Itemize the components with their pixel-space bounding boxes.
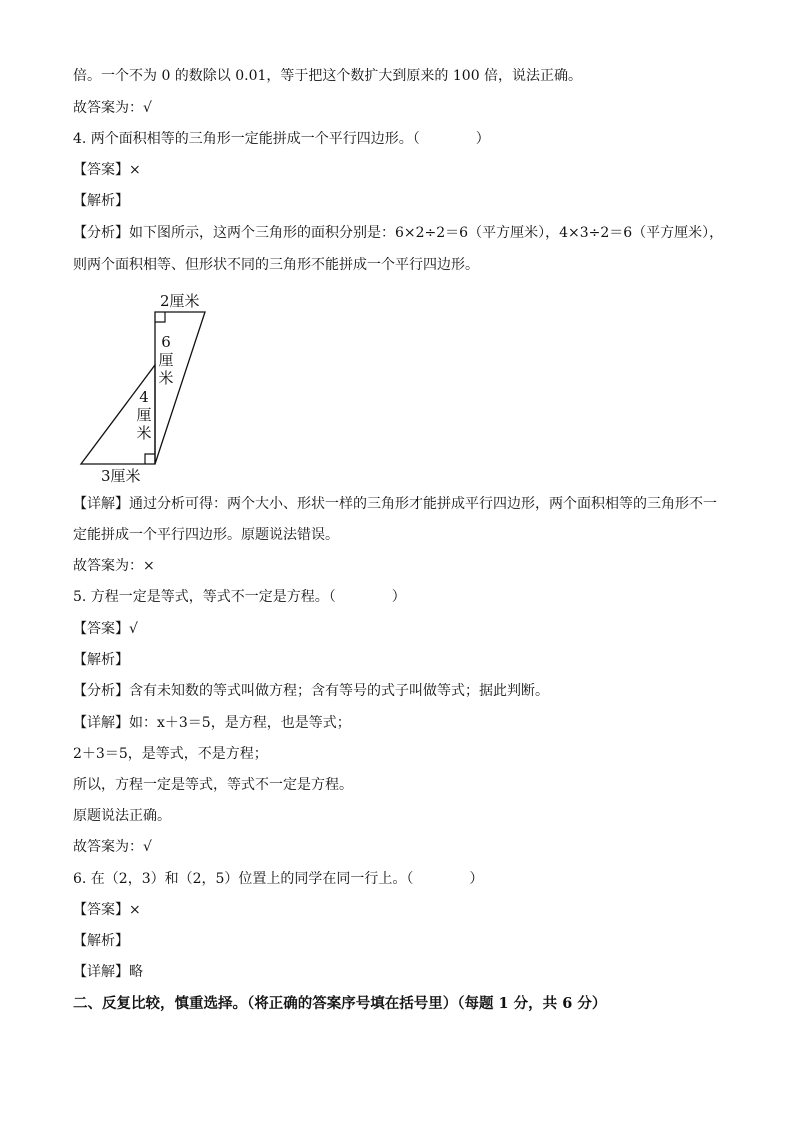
answer-5: 【答案】√ (73, 621, 138, 637)
label-top: 2厘米 (160, 292, 200, 310)
triangle-figure (70, 288, 230, 488)
question-6: 6. 在（2，3）和（2，5）位置上的同学在同一行上。（ ） (73, 871, 484, 887)
line-1: 倍。一个不为 0 的数除以 0.01，等于把这个数扩大到原来的 100 倍，说法正确。 (73, 68, 583, 84)
analysis-heading-6: 【解析】 (73, 933, 129, 949)
detail-6: 【详解】略 (73, 964, 143, 980)
detail-4-line-1: 【详解】通过分析可得：两个大小、形状一样的三角形才能拼成平行四边形，两个面积相等的三角形不一 (73, 496, 717, 512)
detail-5-line-4: 原题说法正确。 (73, 808, 171, 824)
label-6-c1: 厘 (158, 351, 174, 369)
label-6-c2: 米 (158, 369, 174, 387)
detail-5-line-1: 【详解】如：x＋3＝5，是方程，也是等式； (73, 715, 351, 731)
detail-5-line-3: 所以，方程一定是等式，等式不一定是方程。 (73, 777, 353, 793)
label-bottom: 3厘米 (101, 467, 141, 485)
conclusion-4: 故答案为：× (73, 558, 155, 574)
right-angle-marker-top (155, 312, 165, 322)
analysis-5: 【分析】含有未知数的等式叫做方程；含有等号的式子叫做等式；据此判断。 (73, 683, 549, 699)
analysis-heading-4: 【解析】 (73, 193, 129, 209)
analysis-4-line-1: 【分析】如下图所示，这两个三角形的面积分别是：6×2÷2＝6（平方厘米），4×3÷2＝6（平方厘米）， (73, 225, 724, 241)
label-4-num: 4 (139, 388, 149, 406)
question-4: 4. 两个面积相等的三角形一定能拼成一个平行四边形。（ ） (73, 131, 490, 147)
detail-4-line-2: 定能拼成一个平行四边形。原题说法错误。 (73, 527, 339, 543)
label-6-num: 6 (161, 333, 171, 351)
line-2: 故答案为：√ (73, 100, 152, 116)
detail-5-line-2: 2＋3＝5，是等式，不是方程； (73, 746, 268, 762)
question-5: 5. 方程一定是等式，等式不一定是方程。（ ） (73, 589, 406, 605)
section-heading: 二、反复比较，慎重选择。（将正确的答案序号填在括号里）（每题 1 分，共 6 分） (73, 995, 607, 1012)
label-4-c2: 米 (136, 424, 152, 442)
answer-6: 【答案】× (73, 902, 141, 918)
label-4-c1: 厘 (136, 406, 152, 424)
right-angle-marker-bottom (145, 454, 155, 464)
conclusion-5: 故答案为：√ (73, 839, 152, 855)
answer-4: 【答案】× (73, 162, 141, 178)
analysis-4-line-2: 则两个面积相等、但形状不同的三角形不能拼成一个平行四边形。 (73, 257, 479, 273)
analysis-heading-5: 【解析】 (73, 652, 129, 668)
